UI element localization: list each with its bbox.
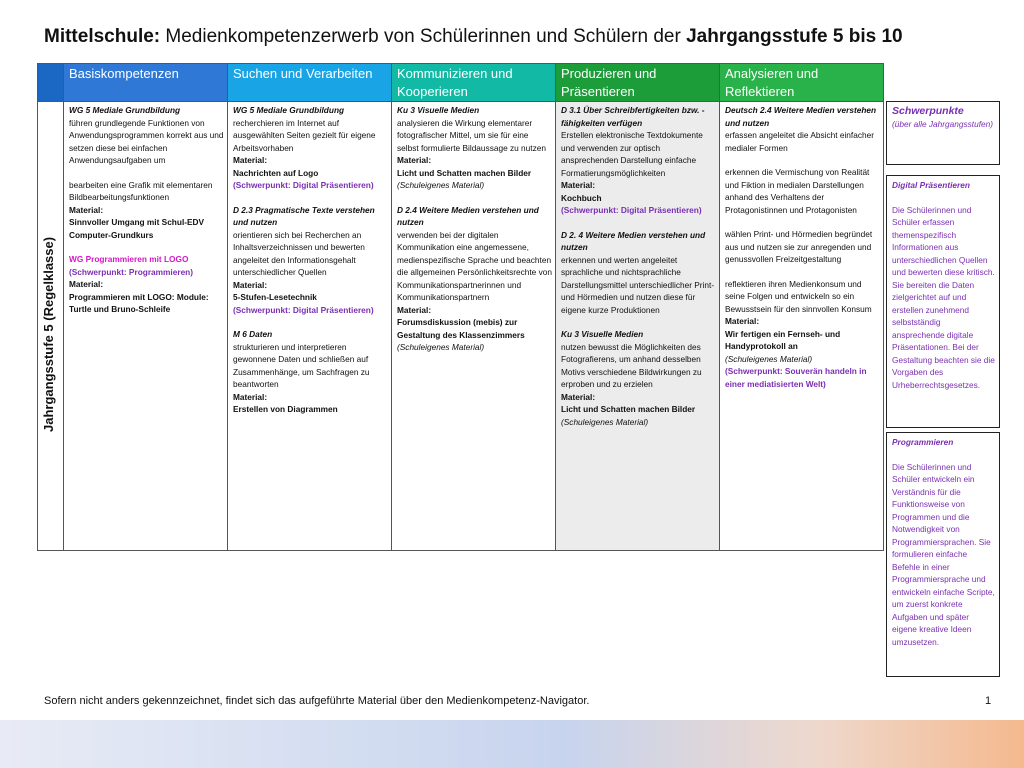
page-number: 1 bbox=[985, 695, 992, 707]
schwerpunkte-subtitle: (über alle Jahrgangsstufen) bbox=[892, 119, 994, 129]
cell-text: Material: bbox=[397, 155, 432, 165]
cell-text: Wir fertigen ein Fernseh- und Handyprotokoll an bbox=[725, 328, 841, 351]
cell-text: Material: bbox=[725, 316, 760, 326]
header-produzieren: Produzieren und Präsentieren bbox=[556, 64, 720, 102]
cell-text: Deutsch 2.4 Weitere Medien verstehen und nutzen bbox=[725, 105, 877, 128]
header-basiskompetenzen: Basiskompetenzen bbox=[64, 64, 228, 102]
cell-text: Licht und Schatten machen Bilder bbox=[397, 167, 532, 178]
cell-kommunizieren bbox=[392, 102, 556, 551]
cell-text: Material: bbox=[561, 391, 596, 402]
cell-text: WG 5 Mediale Grundbildung bbox=[233, 105, 345, 115]
cell-text: (Schuleigenes Material) bbox=[725, 353, 813, 364]
cell-text: (Schuleigenes Material) bbox=[561, 416, 649, 427]
cell-text: Ku 3 Visuelle Medien bbox=[397, 105, 480, 115]
cell-text: Nachrichten auf Logo bbox=[233, 167, 319, 178]
cell-text: erfassen angeleitet die Absicht einfacher medialer Formen bbox=[725, 130, 874, 153]
row-label: Jahrgangsstufe 5 (Regelklasse) bbox=[41, 236, 56, 432]
cell-text: WG Programmieren mit LOGO bbox=[69, 254, 189, 264]
bottom-gradient-band bbox=[0, 720, 1024, 768]
cell-text: reflektieren ihren Medienkonsum und seine Folgen und entwickeln so ein Bewusstsein für den sinnvollen Konsum bbox=[725, 278, 872, 314]
digital-praesentieren-box bbox=[886, 175, 1000, 428]
header-corner bbox=[38, 64, 64, 102]
cell-text: orientieren sich bei Recherchen an Inhaltsverzeichnissen und bewerten angeleitet den Informationsgehalt unterschiedlicher Quellen bbox=[233, 229, 365, 277]
cell-text: nutzen bewusst die Möglichkeiten des Fotografierens, um anhand desselben Motivs verschiedene Bildwirkungen zu erproben und zu erzielen bbox=[561, 341, 702, 389]
cell-text: recherchieren im Internet auf ausgewählten Seiten gezielt für eigene Arbeitsvorhaben bbox=[233, 117, 376, 153]
cell-text: Material: bbox=[561, 180, 596, 190]
content-row bbox=[38, 102, 884, 551]
cell-text: wählen Print- und Hörmedien begründet aus und nutzen sie zur anregenden und genussvollen Freizeitgestaltung bbox=[725, 229, 873, 264]
cell-text: 5-Stufen-Lesetechnik bbox=[233, 292, 317, 302]
cell-text: analysieren die Wirkung elementarer fotografischer Mittel, um sie für eine selbst formulierte Bildaussage zu nutzen bbox=[397, 117, 546, 153]
cell-text: Material: bbox=[69, 204, 104, 215]
cell-text: D 2.3 Pragmatische Texte verstehen und nutzen bbox=[233, 204, 375, 227]
cell-produzieren bbox=[556, 102, 720, 551]
cell-text: strukturieren und interpretieren gewonnene Daten und schließen auf Zusammenhänge, um Sachfragen zu beantworten bbox=[233, 341, 370, 389]
cell-text: D 2. 4 Weitere Medien verstehen und nutzen bbox=[561, 229, 706, 252]
cell-text: Sinnvoller Umgang mit Schul-EDV bbox=[69, 217, 205, 227]
digital-praesentieren-text: Die Schülerinnen und Schüler erfassen themenspezifisch Informationen aus unterschiedlichen Quellen und bewerten diese kritisch. Sie bereiten die Daten zielgerichtet auf und erstellen zunehmend selbstständig ansprechende digitale Präsentationen. Bei der Gestaltung beachten sie die Vorgaben des Urheberrechtsgesetzes. bbox=[892, 204, 995, 390]
header-kommunizieren: Kommunizieren und Kooperieren bbox=[392, 64, 556, 102]
page-title bbox=[44, 26, 903, 48]
header-suchen: Suchen und Verarbeiten bbox=[228, 64, 392, 102]
cell-text: (Schwerpunkt: Souverän handeln in einer mediatisierten Welt) bbox=[725, 366, 867, 389]
cell-text: Material: bbox=[69, 279, 104, 289]
cell-text: Material: bbox=[233, 279, 268, 290]
cell-text: Programmieren mit LOGO: Module: Turtle und Bruno-Schleife bbox=[69, 291, 209, 314]
cell-text: erkennen und werten angeleitet sprachliche und nichtsprachliche Darstellungsmittel unterschiedlicher Print- und Hörmedien und nutzen diese für eigene kurze Produktionen bbox=[561, 254, 715, 315]
header-row bbox=[38, 64, 884, 102]
title-part3: Jahrgangsstufe 5 bis 10 bbox=[686, 26, 903, 47]
cell-text: M 6 Daten bbox=[233, 329, 273, 339]
cell-text: Forumsdiskussion (mebis) zur Gestaltung des Klassenzimmers bbox=[397, 317, 525, 340]
cell-text: Computer-Grundkurs bbox=[69, 229, 154, 240]
cell-text: bearbeiten eine Grafik mit elementaren Bildbearbeitungsfunktionen bbox=[69, 179, 213, 202]
title-part2: Medienkompetenzerwerb von Schülerinnen und Schülern der bbox=[160, 26, 687, 47]
cell-text: verwenden bei der digitalen Kommunikation eine angemessene, medienspezifische Sprache und beachten die allgemeinen Persönlichkeitsrechte von Kommunikationspartnerinnen und Kommunikationspartnern bbox=[397, 229, 552, 302]
cell-text: Material: bbox=[233, 391, 268, 402]
cell-text: Kochbuch bbox=[561, 192, 602, 203]
row-label-cell bbox=[38, 102, 64, 551]
competency-table bbox=[37, 63, 884, 551]
cell-text: Ku 3 Visuelle Medien bbox=[561, 329, 644, 339]
cell-text: D 3.1 Über Schreibfertigkeiten bzw. -fähigkeiten verfügen bbox=[561, 105, 705, 128]
cell-text: (Schwerpunkt: Digital Präsentieren) bbox=[561, 205, 702, 215]
cell-text: führen grundlegende Funktionen von Anwendungsprogrammen korrekt aus und setzen diese bei einfachen Anwendungsaufgaben um bbox=[69, 117, 224, 165]
cell-text: WG 5 Mediale Grundbildung bbox=[69, 105, 181, 115]
footer-note: Sofern nicht anders gekennzeichnet, findet sich das aufgeführte Material über den Medienkompetenz-Navigator. bbox=[44, 695, 590, 707]
cell-suchen bbox=[228, 102, 392, 551]
cell-analysieren bbox=[720, 102, 884, 551]
cell-basiskompetenzen bbox=[64, 102, 228, 551]
header-analysieren: Analysieren und Reflektieren bbox=[720, 64, 884, 102]
cell-text: D 2.4 Weitere Medien verstehen und nutzen bbox=[397, 204, 539, 227]
digital-praesentieren-title: Digital Präsentieren bbox=[892, 180, 970, 190]
programmieren-title: Programmieren bbox=[892, 437, 954, 447]
cell-text: (Schwerpunkt: Programmieren) bbox=[69, 266, 194, 277]
title-part1: Mittelschule: bbox=[44, 26, 161, 47]
cell-text: Licht und Schatten machen Bilder bbox=[561, 404, 696, 414]
cell-text: (Schuleigenes Material) bbox=[397, 180, 485, 190]
programmieren-box bbox=[886, 432, 1000, 677]
cell-text: erkennen die Vermischung von Realität und Fiktion in medialen Darstellungen anhand des Verhaltens der Protagonistinnen und Protagonisten bbox=[725, 167, 870, 215]
cell-text: (Schuleigenes Material) bbox=[397, 342, 485, 352]
cell-text: (Schwerpunkt: Digital Präsentieren) bbox=[233, 304, 374, 315]
cell-text: Erstellen elektronische Textdokumente und verwenden zur optisch ansprechenden Darstellung einfache Formatierungsmöglichkeiten bbox=[561, 130, 703, 178]
schwerpunkte-box bbox=[886, 101, 1000, 165]
cell-text: Material: bbox=[397, 304, 432, 315]
cell-text: Material: bbox=[233, 155, 268, 165]
cell-text: Erstellen von Diagrammen bbox=[233, 404, 338, 414]
cell-text: (Schwerpunkt: Digital Präsentieren) bbox=[233, 180, 374, 190]
schwerpunkte-title: Schwerpunkte bbox=[892, 105, 964, 117]
programmieren-text: Die Schülerinnen und Schüler entwickeln ein Verständnis für die Funktionsweise von Programmen und die Notwendigkeit von Programmiersprachen. Sie formulieren einfache Befehle in einer Programmiersprache und entwickeln einfache Scripte, um zuerst konkrete Aufgaben und später eigene kreative Ideen umzusetzen. bbox=[892, 461, 995, 647]
